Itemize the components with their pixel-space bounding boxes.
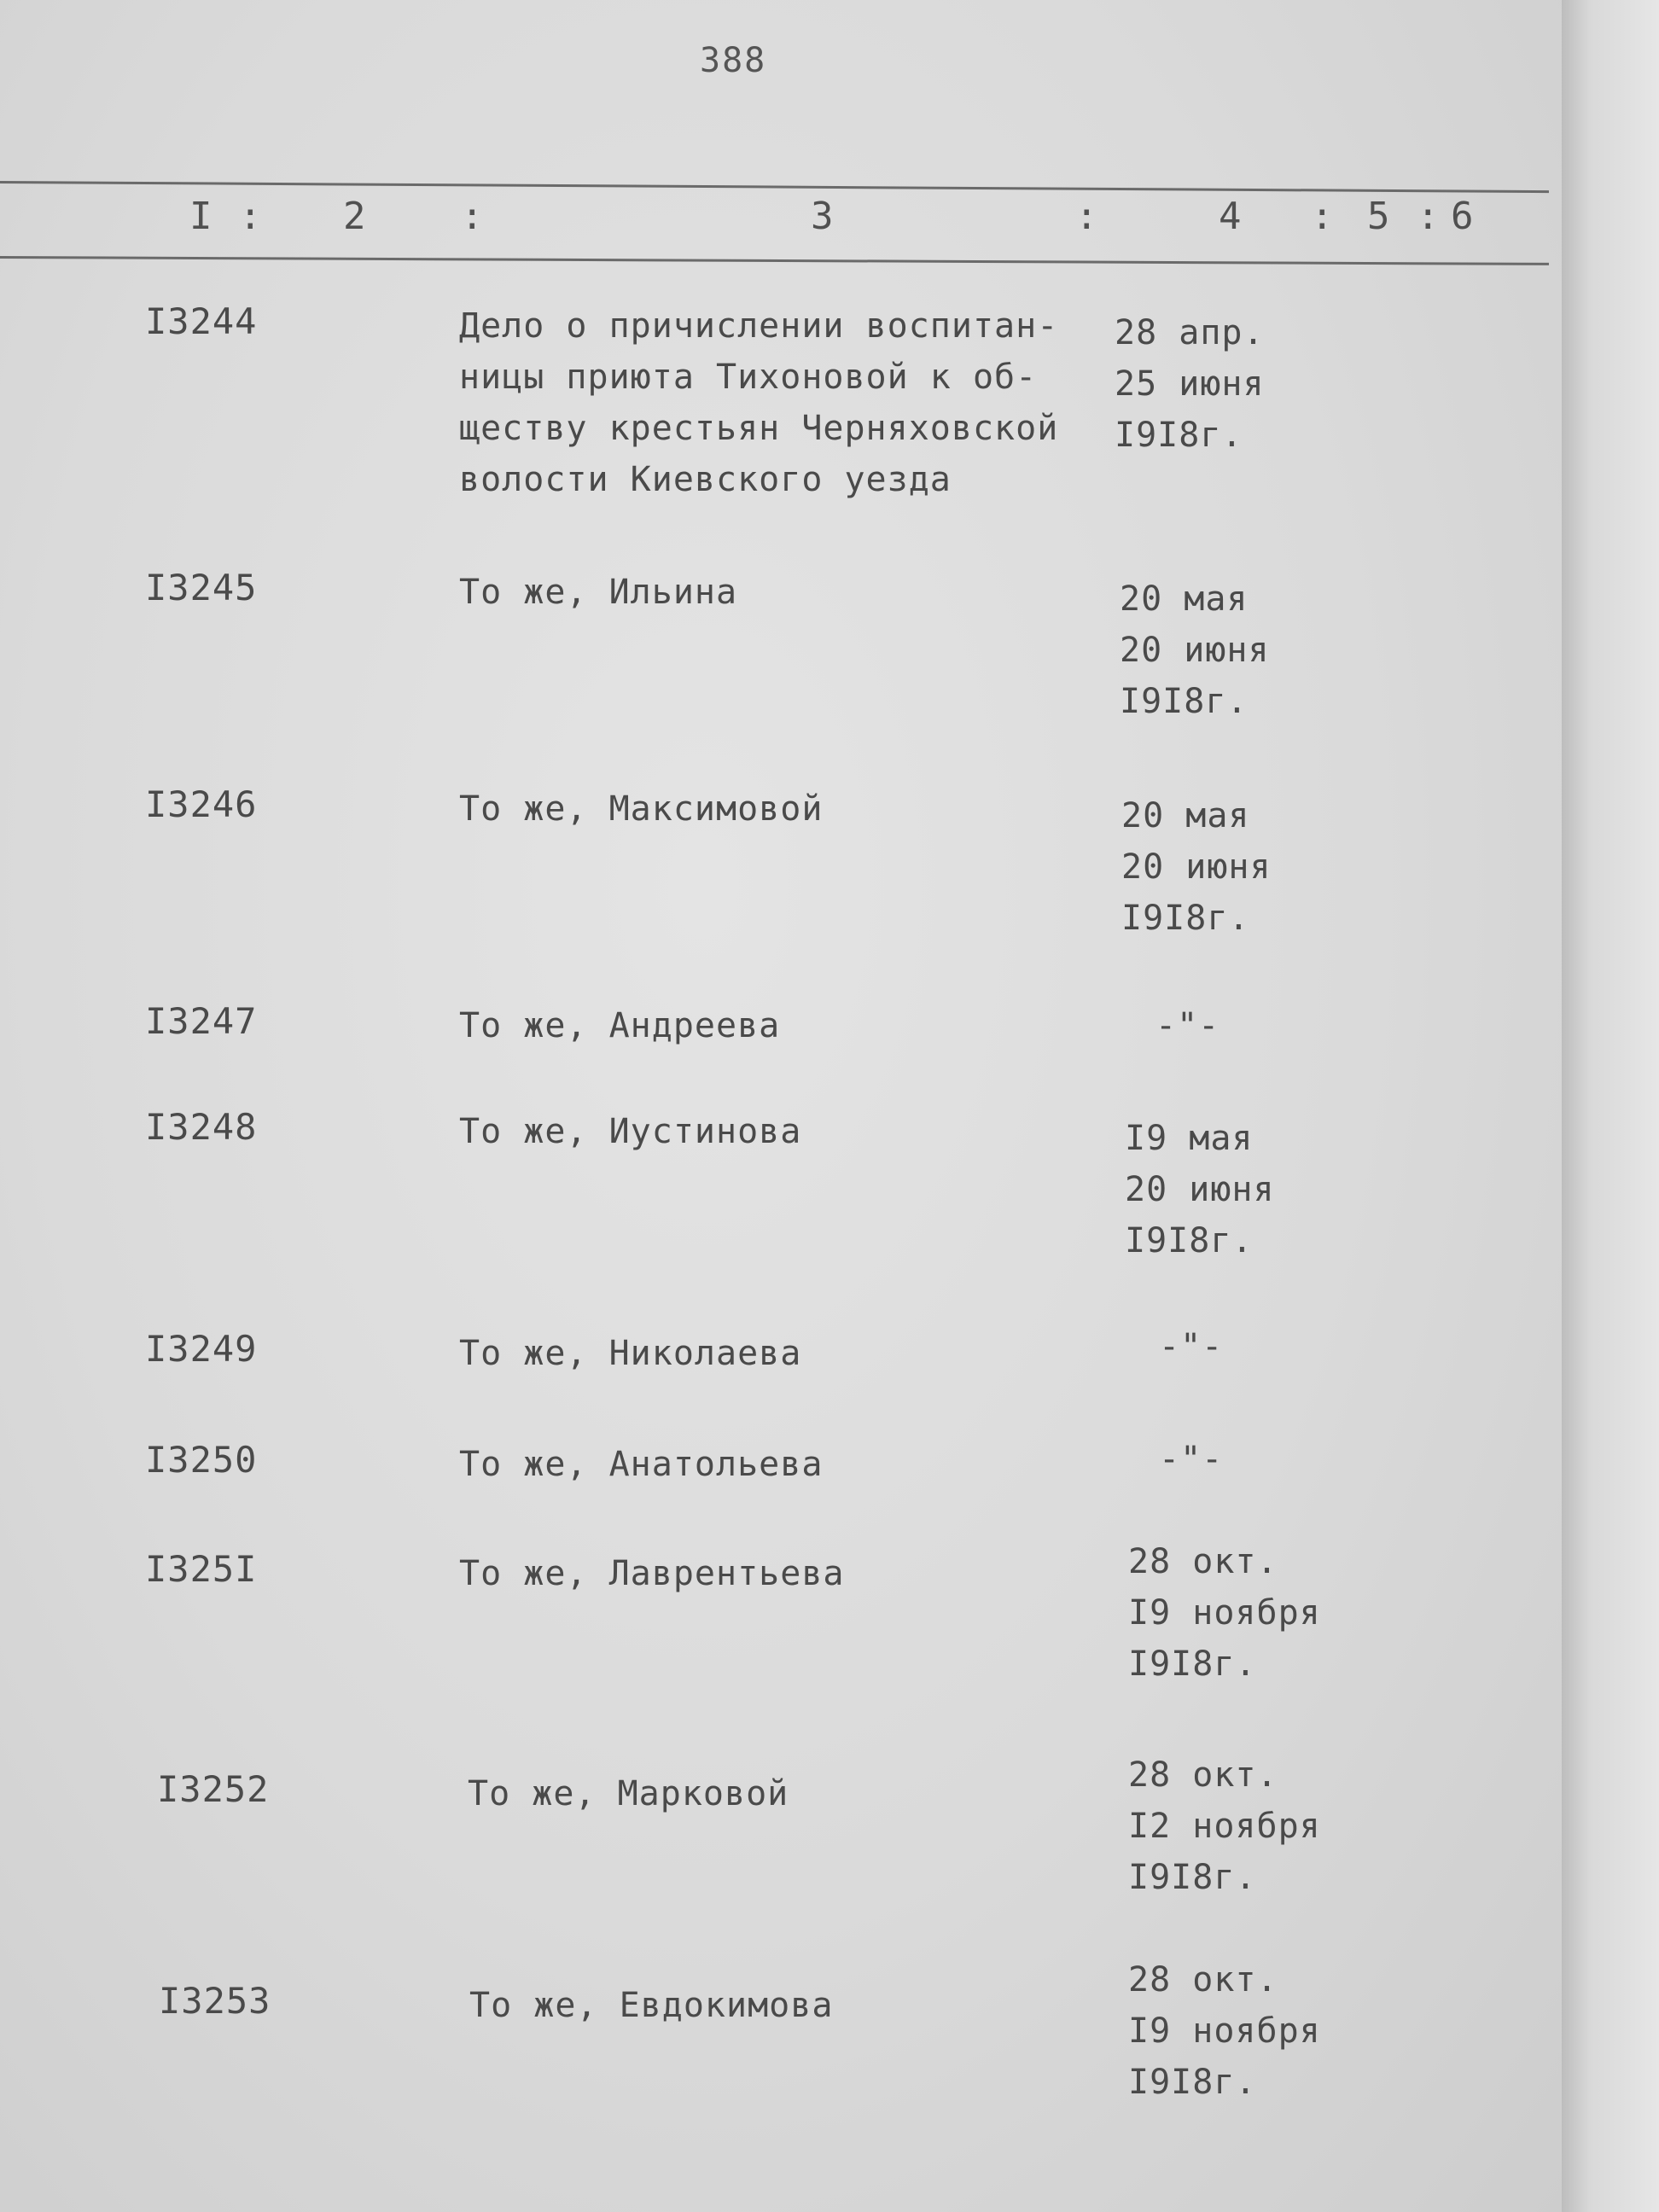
entry-dates	[1115, 307, 1371, 461]
entry-title: То же, Иустинова	[459, 1112, 802, 1151]
entry-dates	[1120, 573, 1376, 727]
entry-date-line: 28 окт.	[1128, 1542, 1278, 1581]
entry-date-line: 20 мая	[1121, 796, 1250, 835]
entry-title: То же, Андреева	[459, 1006, 781, 1045]
entry-date-line: I9I8г.	[1125, 1221, 1254, 1260]
entry-title: То же, Марковой	[468, 1774, 789, 1813]
entry-date-line: I9I8г.	[1128, 1644, 1257, 1684]
entry-date-ditto: -"-	[1159, 1327, 1224, 1366]
entry-date-line: 28 окт.	[1128, 1960, 1278, 2000]
entry-date-line: I9I8г.	[1128, 2063, 1257, 2102]
entry-title: То же, Лаврентьева	[459, 1554, 845, 1593]
header-col-2: 2	[343, 195, 366, 238]
entry-title: То же, Анатольева	[459, 1445, 824, 1484]
header-separator: :	[461, 195, 484, 238]
header-col-1: I	[189, 195, 212, 238]
entry-date-line: 25 июня	[1115, 364, 1265, 404]
entry-number: I3246	[145, 783, 258, 825]
page-edge	[1562, 0, 1659, 2212]
header-separator: :	[1417, 195, 1440, 238]
entry-dates	[1128, 1536, 1384, 1690]
header-col-5: 5	[1367, 195, 1390, 238]
entry-date-line: I2 ноября	[1128, 1807, 1321, 1846]
entry-dates	[1125, 1113, 1381, 1266]
entry-number: I3250	[145, 1439, 258, 1481]
entry-date-line: I9 мая	[1125, 1119, 1254, 1158]
entry-date-line: 20 мая	[1120, 579, 1249, 619]
entry-title: Дело о причислении воспитан- ницы приюта Тихоновой к об- ществу крестьян Черняховской волости Киевского уезда	[459, 306, 1059, 499]
entry-dates	[1126, 1434, 1382, 1485]
header-col-3: 3	[811, 195, 834, 238]
entry-number: I3247	[145, 1000, 258, 1042]
entry-date-line: I9I8г.	[1120, 682, 1249, 721]
header-separator: :	[1075, 195, 1098, 238]
entry-dates	[1123, 1000, 1379, 1051]
header-col-4: 4	[1219, 195, 1242, 238]
entry-title: То же, Евдокимова	[469, 1986, 834, 2025]
header-separator: :	[239, 195, 262, 238]
entry-dates	[1128, 1749, 1384, 1903]
entry-date-line: 20 июня	[1121, 847, 1272, 887]
entry-number: I3245	[145, 567, 258, 608]
entry-date-line: I9 ноября	[1128, 1593, 1321, 1633]
entry-number: I3249	[145, 1328, 258, 1370]
entry-number: I3252	[157, 1768, 270, 1810]
entry-number: I3244	[145, 300, 258, 342]
header-col-6: 6	[1451, 195, 1474, 238]
entry-date-line: 28 апр.	[1115, 313, 1265, 352]
entry-date-ditto: -"-	[1155, 1006, 1220, 1045]
entry-number: I325I	[145, 1548, 258, 1590]
entry-date-line: 20 июня	[1120, 631, 1270, 670]
entry-number: I3253	[159, 1980, 271, 2022]
entry-date-line: I9I8г.	[1121, 899, 1250, 938]
entry-date-line: I9 ноября	[1128, 2011, 1321, 2051]
entry-date-line: I9I8г.	[1128, 1858, 1257, 1897]
entry-date-line: 28 окт.	[1128, 1755, 1278, 1795]
entry-title: То же, Ильина	[459, 573, 738, 612]
page-number: 388	[700, 41, 767, 80]
entry-number: I3248	[145, 1106, 258, 1148]
entry-date-line: I9I8г.	[1115, 416, 1243, 455]
entry-date-ditto: -"-	[1159, 1440, 1224, 1479]
entry-date-line: 20 июня	[1125, 1170, 1275, 1209]
entry-dates	[1121, 790, 1377, 944]
entry-title: То же, Максимовой	[459, 789, 824, 829]
header-separator: :	[1311, 195, 1334, 238]
entry-dates	[1128, 1954, 1384, 2108]
entry-dates	[1126, 1321, 1382, 1372]
entry-title: То же, Николаева	[459, 1334, 802, 1373]
